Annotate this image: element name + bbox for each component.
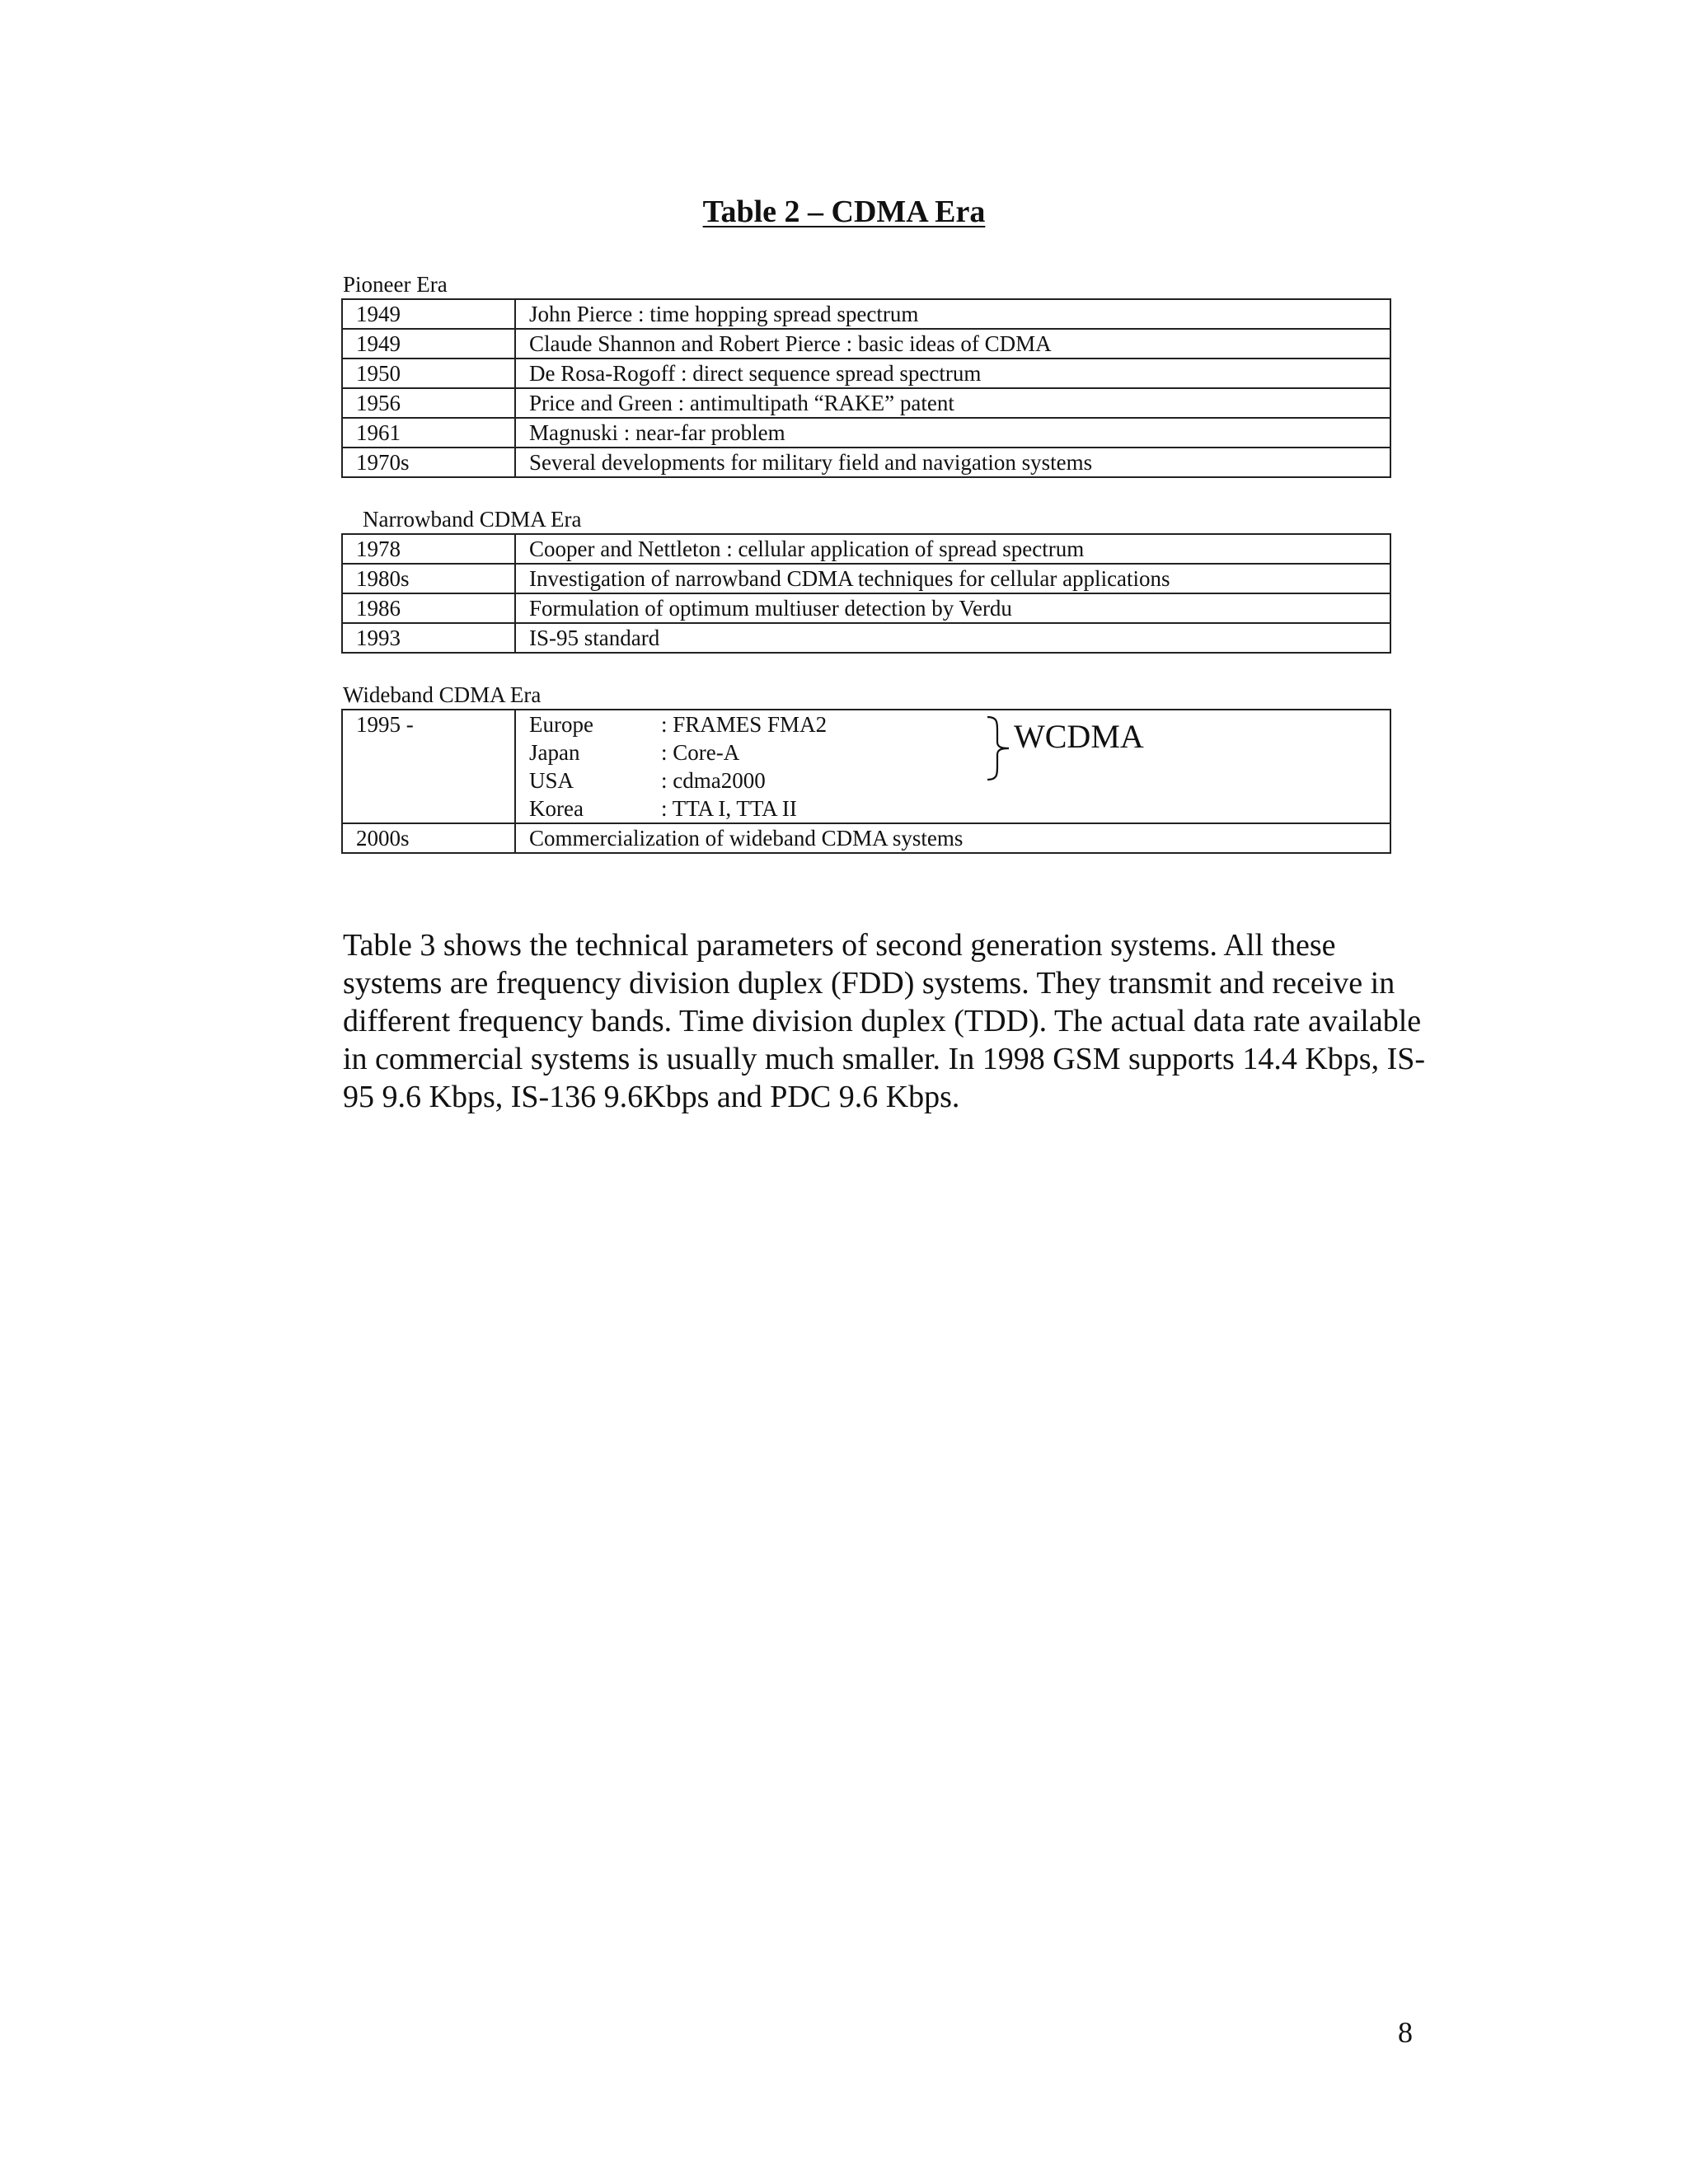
table-row: [342, 823, 1390, 853]
table-row: [342, 534, 1390, 564]
event-cell: Investigation of narrowband CDMA techniques for cellular applications: [515, 564, 1390, 593]
year-cell: 1961: [342, 418, 515, 448]
year-cell: 1986: [342, 593, 515, 623]
event-cell: Magnuski : near-far problem: [515, 418, 1390, 448]
year-cell: 1949: [342, 329, 515, 359]
wideband-era-table: [341, 709, 1391, 854]
region-system: : FRAMES FMA2: [661, 712, 828, 737]
region-name: Europe: [529, 712, 593, 737]
year-cell: 1980s: [342, 564, 515, 593]
event-cell: Several developments for military field and navigation systems: [515, 448, 1390, 477]
event-cell: Cooper and Nettleton : cellular application of spread spectrum: [515, 534, 1390, 564]
year-cell: 1978: [342, 534, 515, 564]
region-line: [529, 738, 1390, 766]
body-paragraph: Table 3 shows the technical parameters of second generation systems. All these systems are frequency division duplex (FDD) systems. They transmit and receive in different frequency bands. Time division duplex (TDD). The actual data rate available in commercial systems is usually much smaller. In 1998 GSM supports 14.4 Kbps, IS-95 9.6 Kbps, IS-136 9.6Kbps and PDC 9.6 Kbps.: [343, 928, 1426, 1114]
year-cell: 1949: [342, 299, 515, 329]
right-brace-icon: [984, 715, 1012, 781]
table-row: [342, 388, 1390, 418]
pioneer-era-label: Pioneer Era: [343, 272, 448, 297]
table-row: [342, 299, 1390, 329]
year-cell: 1993: [342, 623, 515, 653]
region-name: USA: [529, 768, 574, 793]
region-system: : TTA I, TTA II: [661, 796, 797, 821]
event-cell: Price and Green : antimultipath “RAKE” patent: [515, 388, 1390, 418]
table-row: [342, 710, 1390, 823]
region-name: Japan: [529, 740, 580, 765]
event-cell: IS-95 standard: [515, 623, 1390, 653]
table-row: [342, 448, 1390, 477]
pioneer-era-table: [341, 298, 1391, 478]
narrowband-era-label: Narrowband CDMA Era: [363, 507, 582, 532]
table-row: [342, 623, 1390, 653]
event-cell: Claude Shannon and Robert Pierce : basic ideas of CDMA: [515, 329, 1390, 359]
table-row: [342, 359, 1390, 388]
region-line: [529, 710, 1390, 738]
page-number: 8: [1398, 2016, 1413, 2049]
event-cell: Formulation of optimum multiuser detection by Verdu: [515, 593, 1390, 623]
region-line: [529, 794, 1390, 823]
page-title: Table 2 – CDMA Era: [702, 194, 986, 229]
region-system: : Core-A: [661, 740, 740, 765]
region-system: : cdma2000: [661, 768, 766, 793]
region-line: [529, 766, 1390, 794]
year-cell: 1956: [342, 388, 515, 418]
year-cell: 1950: [342, 359, 515, 388]
event-cell: John Pierce : time hopping spread spectrum: [515, 299, 1390, 329]
wideband-era-label: Wideband CDMA Era: [343, 682, 542, 707]
region-systems-cell: [515, 710, 1390, 823]
wcdma-label: WCDMA: [1014, 718, 1144, 755]
region-name: Korea: [529, 796, 584, 821]
table-row: [342, 593, 1390, 623]
year-cell: 2000s: [342, 823, 515, 853]
narrowband-era-table: [341, 533, 1391, 654]
event-cell: De Rosa-Rogoff : direct sequence spread spectrum: [515, 359, 1390, 388]
year-cell: 1995 -: [342, 710, 515, 823]
table-row: [342, 418, 1390, 448]
year-cell: 1970s: [342, 448, 515, 477]
table-row: [342, 564, 1390, 593]
wcdma-brace-group: [984, 712, 1144, 785]
table-row: [342, 329, 1390, 359]
event-cell: Commercialization of wideband CDMA systems: [515, 823, 1390, 853]
